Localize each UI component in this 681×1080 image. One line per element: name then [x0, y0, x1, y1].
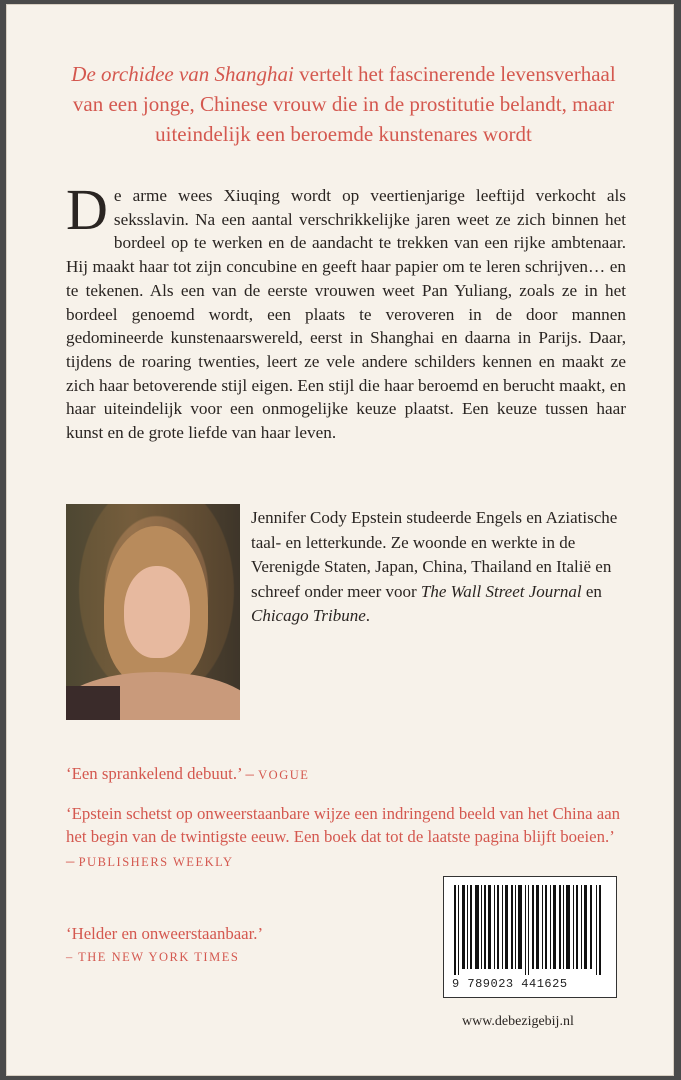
quote-source: – THE NEW YORK TIMES — [66, 949, 240, 964]
quote-source: VOGUE — [258, 768, 310, 782]
bio-text: Jennifer Cody Epstein studeerde Engels en Aziatische taal- en letterkunde. Ze woonde en werkte in de Verenigde Staten, Japan, China, Thailand en Italië en schreef onder meer voor — [251, 508, 618, 601]
blurb-text: vertelt het fascinerende levensverhaal van een jonge, Chinese vrouw die in de prostitutie belandt, maar uiteindelijk een beroemde kunstenares wordt — [72, 62, 616, 146]
quote-source: PUBLISHERS WEEKLY — [78, 854, 234, 869]
book-back-cover — [6, 4, 674, 1076]
newspaper-wsj: The Wall Street Journal — [420, 581, 582, 601]
quote-nyt — [66, 922, 326, 969]
synopsis-text: e arme wees Xiuqing wordt op veertienjarige leeftijd verkocht als seksslavin. Na een aantal verschrikkelijke jaren weet ze zich binnen het bordeel op te werken en de aandacht te trekken van een rijke ambtenaar. Hij maakt haar tot zijn concubine en geeft haar papier om te leren schrijven… en te tekenen. Als een van de eerste vrouwen weet Pan Yuliang, zoals ze in het bordeel genoemd wordt, een plaats te veroveren in de door mannen gedomineerde kunstenaarswereld, eerst in Shanghai en daarna in Parijs. Daar, tijdens de roaring twenties, leert ze vele andere schilders kennen en maakt ze zich haar betoverende stijl eigen. Een stijl die haar beroemd en berucht maakt, en haar uiteindelijk voor een onmogelijke keuze plaatst. Een keuze tussen haar kunst en de grote liefde van haar leven. — [66, 186, 626, 443]
author-bio — [251, 506, 631, 629]
quote-text: ‘Helder en onweerstaanbaar.’ — [66, 924, 264, 943]
quote-text: ‘Epstein schetst op onweerstaanbare wijze een indringend beeld van het China aan het begin van de twintigste eeuw. Een boek dat tot de laatste pagina blijft boeien.’ – — [66, 803, 621, 870]
isbn-digits: 9 789023 441625 — [452, 977, 568, 991]
publisher-url: www.debezigebij.nl — [462, 1014, 574, 1029]
bio-end: . — [365, 606, 371, 625]
quote-text: ‘Een sprankelend debuut.’ – — [66, 764, 259, 783]
drop-cap: D — [66, 177, 108, 242]
synopsis — [66, 177, 626, 445]
quote-vogue — [66, 762, 626, 788]
barcode-bars — [454, 885, 606, 975]
quote-publishers-weekly — [66, 802, 626, 875]
newspaper-chicago-tribune: Chicago Tribune — [251, 606, 366, 625]
isbn-barcode — [443, 876, 617, 998]
book-title: De orchidee van Shanghai — [71, 62, 294, 86]
bio-joiner: en — [581, 581, 602, 601]
review-quotes — [66, 762, 626, 888]
cover-blurb — [66, 59, 621, 149]
author-photo — [66, 504, 240, 720]
